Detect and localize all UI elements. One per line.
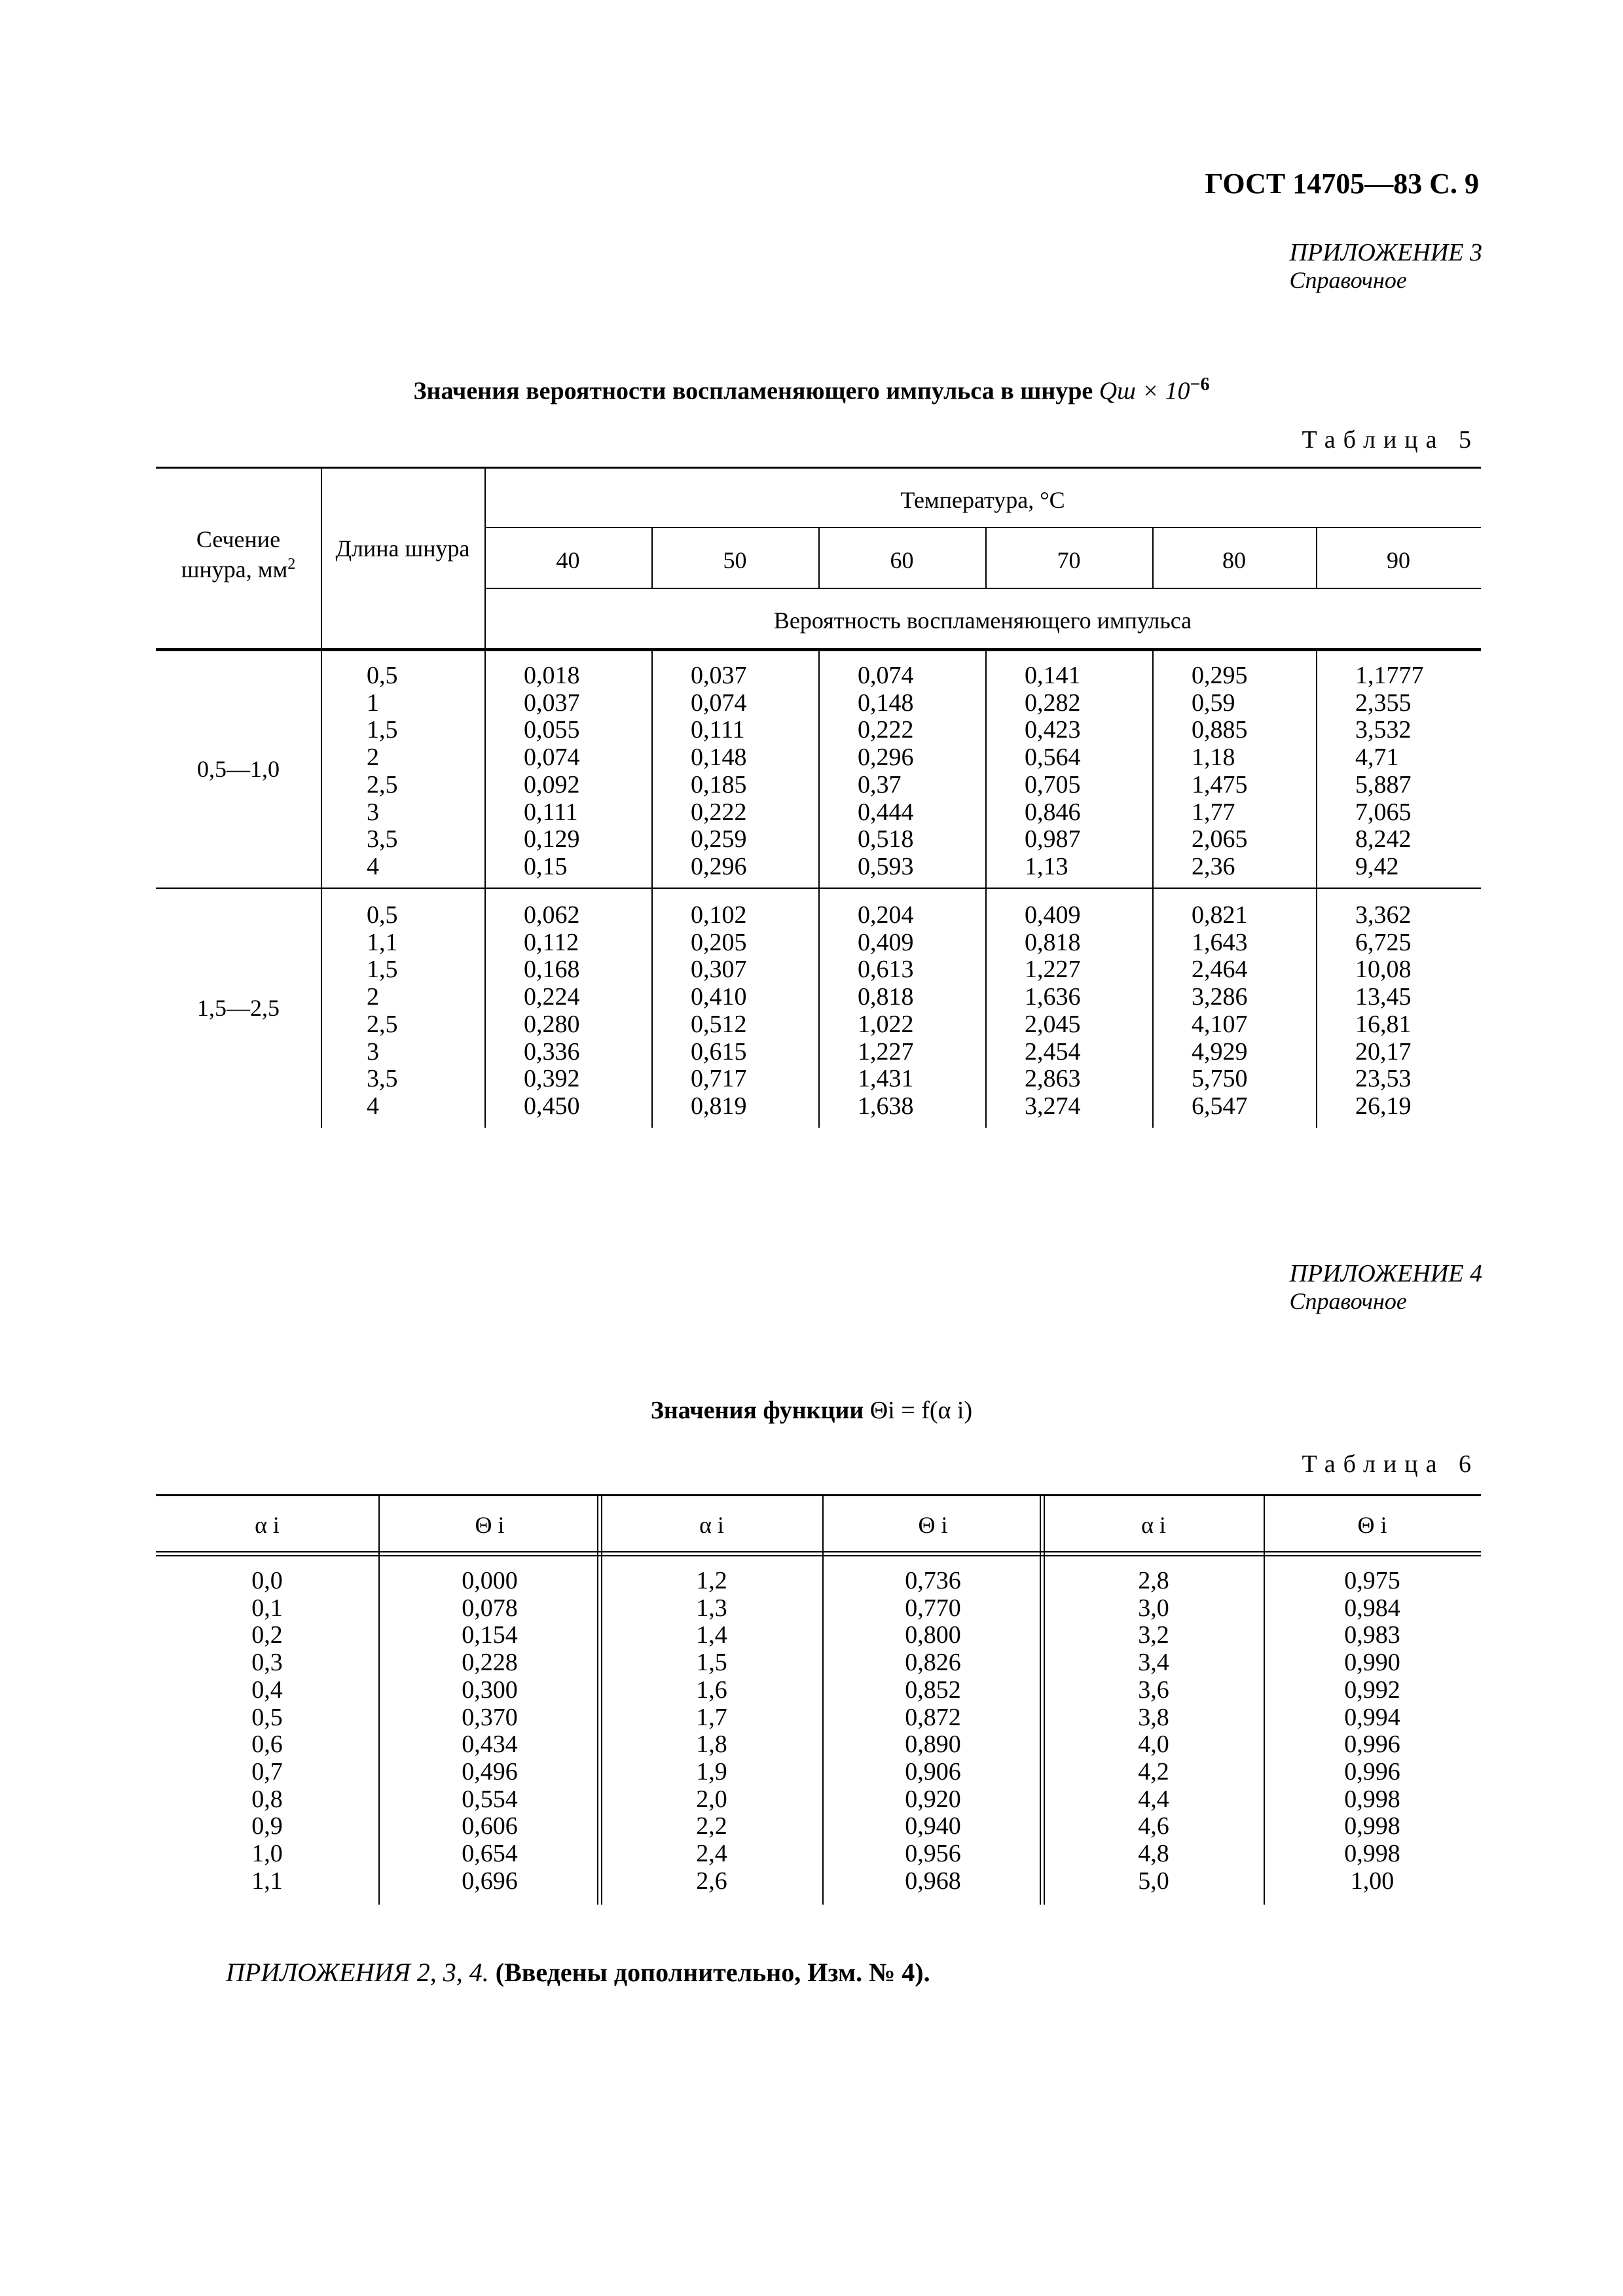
table-6-header-rule bbox=[156, 1551, 1481, 1552]
lengths-column: 0,5 1,1 1,5 2 2,5 3 3,5 4 bbox=[367, 901, 398, 1120]
col-header-2: α i bbox=[699, 1512, 724, 1538]
table-5-top-rule bbox=[156, 467, 1481, 469]
col-header-temperature: Температура, °С bbox=[900, 487, 1065, 513]
probability-column-70: 0,141 0,282 0,423 0,564 0,705 0,846 0,987 1,13 bbox=[1025, 662, 1081, 880]
probability-column-50: 0,037 0,074 0,111 0,148 0,185 0,222 0,259 0,296 bbox=[691, 662, 747, 880]
probability-column-60: 0,074 0,148 0,222 0,296 0,37 0,444 0,518 0,593 bbox=[858, 662, 914, 880]
col-header-length: Длина шнура bbox=[335, 535, 470, 562]
table-6-col-rule bbox=[822, 1494, 824, 1905]
table-6-top-rule bbox=[156, 1494, 1481, 1496]
row-section-1: 1,5—2,5 bbox=[197, 995, 280, 1021]
table-6-title-text: Значения функции bbox=[650, 1397, 864, 1424]
table-6-col-rule bbox=[378, 1494, 380, 1905]
col-header-temp-50: 50 bbox=[723, 547, 747, 573]
table-6-col-rule bbox=[1040, 1494, 1041, 1905]
table-5-temp-rule bbox=[484, 527, 1481, 528]
col-header-section-text: Сечение шнура, мм bbox=[181, 526, 288, 583]
col-header-temp-70: 70 bbox=[1057, 547, 1081, 573]
function-column-0: 0,0 0,1 0,2 0,3 0,4 0,5 0,6 0,7 0,8 0,9 1,0 1,1 bbox=[251, 1567, 283, 1895]
page-header: ГОСТ 14705—83 С. 9 bbox=[1205, 168, 1479, 200]
lengths-column: 0,5 1 1,5 2 2,5 3 3,5 4 bbox=[367, 662, 398, 880]
table-6-col-rule bbox=[601, 1494, 602, 1905]
col-header-section-unit-exp: 2 bbox=[287, 556, 296, 573]
col-header-3: Θ i bbox=[918, 1512, 948, 1538]
probability-column-90: 1,1777 2,355 3,532 4,71 5,887 7,065 8,242 9,42 bbox=[1355, 662, 1424, 880]
table-5-data-col-rule bbox=[818, 648, 820, 1128]
col-header-4: α i bbox=[1141, 1512, 1166, 1538]
col-header-temp-40: 40 bbox=[556, 547, 580, 573]
table-5-data-col-rule bbox=[985, 648, 987, 1128]
function-column-4: 2,8 3,0 3,2 3,4 3,6 3,8 4,0 4,2 4,4 4,6 4,8 5,0 bbox=[1138, 1567, 1169, 1895]
footer-note bbox=[226, 1957, 930, 1988]
table-6-col-rule bbox=[597, 1494, 598, 1905]
table-5-title-formula: Qш × 10 bbox=[1099, 377, 1190, 405]
probability-column-80: 0,295 0,59 0,885 1,18 1,475 1,77 2,065 2,36 bbox=[1192, 662, 1248, 880]
col-header-section bbox=[156, 527, 321, 582]
table-5-data-col-rule bbox=[651, 648, 653, 1128]
function-column-3: 0,736 0,770 0,800 0,826 0,852 0,872 0,890 0,906 0,920 0,940 0,956 0,968 bbox=[905, 1567, 961, 1895]
appendix-4-subtitle: Справочное bbox=[1289, 1288, 1407, 1314]
table-5-prob-rule bbox=[484, 588, 1481, 589]
table-6-title bbox=[0, 1396, 1623, 1425]
probability-column-50: 0,102 0,205 0,307 0,410 0,512 0,615 0,717 0,819 bbox=[691, 901, 747, 1120]
col-header-5: Θ i bbox=[1357, 1512, 1387, 1538]
table-5-title-exponent: −6 bbox=[1190, 374, 1210, 395]
probability-column-40: 0,018 0,037 0,055 0,074 0,092 0,111 0,129 0,15 bbox=[524, 662, 580, 880]
probability-column-70: 0,409 0,818 1,227 1,636 2,045 2,454 2,863 3,274 bbox=[1025, 901, 1081, 1120]
table-5-number: Таблица 5 bbox=[1302, 426, 1479, 454]
table-6-title-formula: Θi = f(α i) bbox=[869, 1397, 973, 1424]
probability-column-40: 0,062 0,112 0,168 0,224 0,280 0,336 0,392 0,450 bbox=[524, 901, 580, 1120]
col-header-probability: Вероятность воспламеняющего импульса bbox=[773, 607, 1192, 634]
table-6-number: Таблица 6 bbox=[1302, 1450, 1479, 1478]
table-5-col-rule bbox=[321, 467, 322, 1128]
table-6-header-rule-2 bbox=[156, 1555, 1481, 1556]
appendix-4-title: ПРИЛОЖЕНИЕ 4 bbox=[1289, 1260, 1482, 1287]
probability-column-90: 3,362 6,725 10,08 13,45 16,81 20,17 23,53 26,19 bbox=[1355, 901, 1412, 1120]
table-6-col-rule bbox=[1044, 1494, 1045, 1905]
row-section-0: 0,5—1,0 bbox=[197, 756, 280, 782]
appendix-3-label bbox=[1290, 239, 1482, 294]
table-5-data-col-rule bbox=[1316, 648, 1317, 1128]
function-column-5: 0,975 0,984 0,983 0,990 0,992 0,994 0,996 0,996 0,998 0,998 0,998 1,00 bbox=[1344, 1567, 1400, 1895]
table-5-title bbox=[0, 374, 1623, 406]
col-header-temp-80: 80 bbox=[1222, 547, 1246, 573]
table-5-title-text: Значения вероятности воспламеняющего импульса в шнуре bbox=[413, 377, 1093, 405]
footer-note-bold: (Введены дополнительно, Изм. № 4). bbox=[488, 1958, 930, 1987]
appendix-3-title: ПРИЛОЖЕНИЕ 3 bbox=[1289, 239, 1482, 266]
probability-column-80: 0,821 1,643 2,464 3,286 4,107 4,929 5,750 6,547 bbox=[1192, 901, 1248, 1120]
appendix-3-subtitle: Справочное bbox=[1289, 267, 1407, 293]
probability-column-60: 0,204 0,409 0,613 0,818 1,022 1,227 1,431 1,638 bbox=[858, 901, 914, 1120]
col-header-temp-60: 60 bbox=[890, 547, 914, 573]
table-5-data-col-rule bbox=[1152, 648, 1154, 1128]
footer-note-italic: ПРИЛОЖЕНИЯ 2, 3, 4. bbox=[226, 1958, 489, 1987]
table-6-col-rule bbox=[1264, 1494, 1265, 1905]
function-column-2: 1,2 1,3 1,4 1,5 1,6 1,7 1,8 1,9 2,0 2,2 2,4 2,6 bbox=[696, 1567, 727, 1895]
col-header-0: α i bbox=[255, 1512, 280, 1538]
appendix-4-label bbox=[1290, 1260, 1482, 1315]
col-header-temp-90: 90 bbox=[1387, 547, 1410, 573]
function-column-1: 0,000 0,078 0,154 0,228 0,300 0,370 0,434 0,496 0,554 0,606 0,654 0,696 bbox=[462, 1567, 518, 1895]
col-header-1: Θ i bbox=[475, 1512, 505, 1538]
